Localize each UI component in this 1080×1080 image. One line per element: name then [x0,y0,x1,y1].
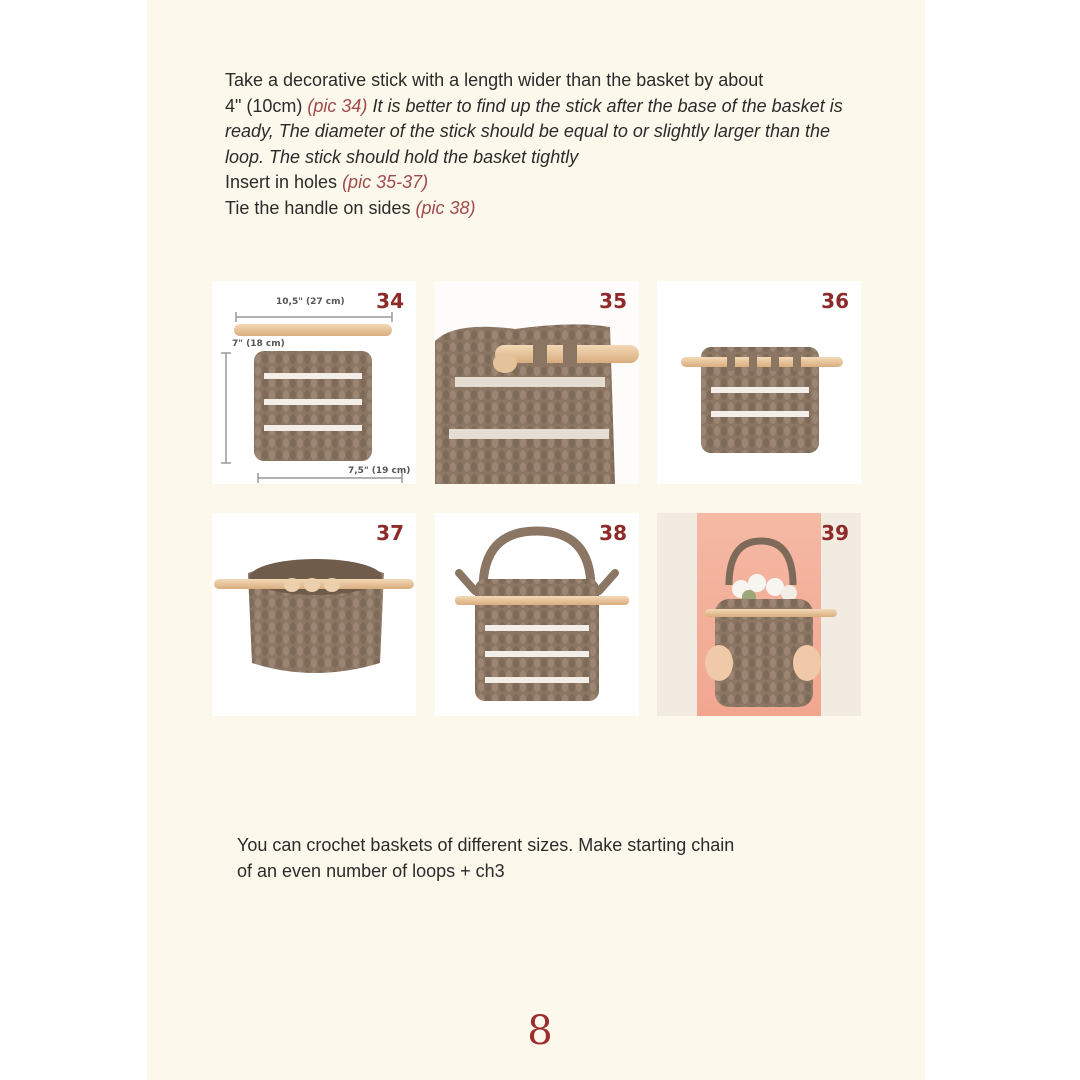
intro-line-6-text: Tie the handle on sides [225,197,416,218]
photo-36 [657,281,861,484]
intro-line-5 [225,170,865,196]
photo-37 [212,513,416,716]
intro-line-6 [225,196,865,222]
photo-number-36: 36 [821,289,849,313]
photo-35 [435,281,639,484]
measure-width-label: 10,5" (27 cm) [276,297,345,307]
pic-ref-35-37: (pic 35-37) [342,172,429,193]
intro-line-1: Take a decorative stick with a length wider than the basket by about [225,70,764,90]
intro-line-5-text: Insert in holes [225,172,343,193]
measure-height-label: 7" (18 cm) [232,339,285,349]
photo-34 [212,281,416,484]
outro-line-1: You can crochet baskets of different sizes. Make starting chain [237,835,735,855]
photo-38 [435,513,639,716]
intro-line-3: ready, The diameter of the stick should be equal to or slightly larger than the [225,121,831,142]
outro-line-2: of an even number of loops + ch3 [237,860,505,881]
photo-number-35: 35 [599,289,627,313]
photo-number-37: 37 [376,521,404,545]
photo-39 [657,513,861,716]
intro-line-2-text: 4" (10cm) [225,95,308,116]
pic-ref-34: (pic 34) [307,95,368,116]
intro-text [225,68,865,222]
pic-ref-38: (pic 38) [415,197,476,218]
photo-number-39: 39 [821,521,849,545]
photo-number-38: 38 [599,521,627,545]
intro-line-4: loop. The stick should hold the basket tightly [225,146,579,167]
photo-number-34: 34 [376,289,404,313]
outro-text [237,833,797,884]
intro-line-2 [225,94,865,120]
measure-bottom-label: 7,5" (19 cm) [348,466,411,476]
page-number: 8 [527,1008,553,1054]
intro-line-2-italic: It is better to find up the stick after the base of the basket is [367,95,843,116]
